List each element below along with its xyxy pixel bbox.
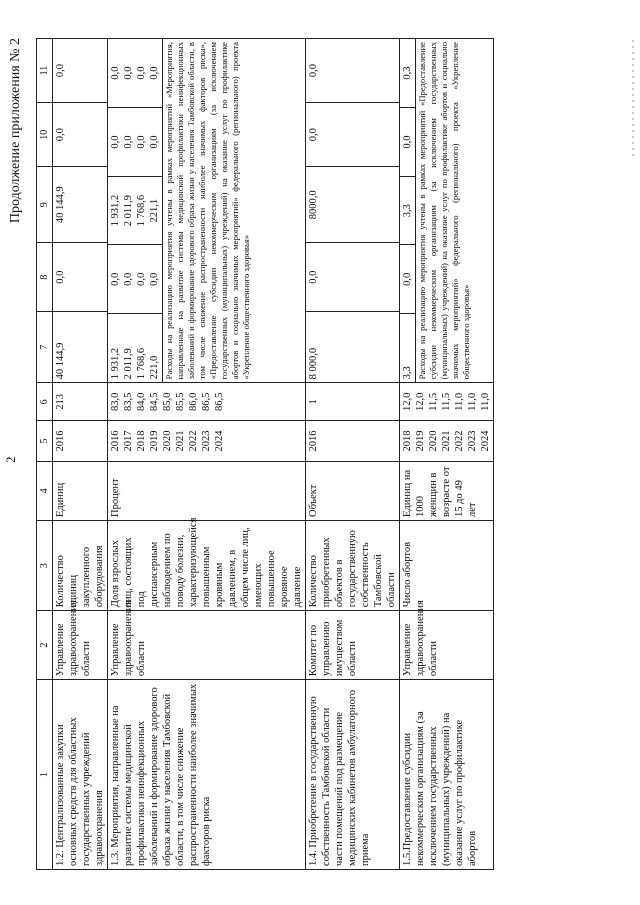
finance-c7	[400, 314, 416, 383]
years-line: 2022	[188, 430, 199, 452]
finance-c9-line: 3,3	[402, 204, 413, 218]
col-header: 8	[37, 243, 53, 312]
finance-c7	[53, 312, 108, 383]
finance-c10	[53, 103, 108, 167]
measure-name: 1.4. Приобретение в государственную собственность Тамбовской области части помещений под размещение медицинских кабинетов амбулаторного приема	[306, 680, 400, 870]
financing-note: Расходы на реализацию мероприятия учтены в рамках мероприятий «Предоставление субсидии некоммерческим организациям (за исключением государственных (муниципальных) учреждений) на оказание услуг по профилактике абортов и социально значимых мероприятий» федерального (регионального) проекта «Укрепление общественного здоровья»	[417, 42, 471, 380]
years-line: 2024	[480, 430, 491, 452]
finance-c11-line: 0,0	[110, 66, 121, 80]
finance-c9	[53, 167, 108, 243]
finance-c10	[306, 103, 400, 167]
years	[306, 421, 400, 461]
page-number: 2	[3, 456, 18, 463]
finance-c9-line: 1 768,6	[136, 194, 147, 227]
col-header: 3	[37, 521, 53, 611]
unit: Единиц	[53, 461, 108, 520]
indicator: Число абортов	[400, 521, 494, 611]
col-header: 11	[37, 39, 53, 103]
finance-c10	[400, 108, 416, 177]
finance-c7-line: 3,3	[402, 366, 413, 380]
years-line: 2016	[110, 430, 121, 452]
finance-c9	[400, 176, 416, 245]
col-header: 10	[37, 103, 53, 167]
finance-c7-line: 1 931,2	[110, 347, 121, 380]
finance-c9	[306, 167, 400, 243]
col-header: 7	[37, 312, 53, 383]
years-line: 2020	[162, 430, 173, 452]
finance-c9-line: 1 931,2	[110, 194, 121, 227]
years-line: 2018	[136, 430, 147, 452]
finance-c10-line: 0,0	[123, 135, 134, 149]
indicator-values-line: 11,5	[428, 392, 439, 411]
finance-c7-line: 2 011,9	[123, 348, 134, 380]
finance-c7-line: 1 768,6	[136, 347, 147, 380]
finance-c11-line: 0,0	[55, 64, 66, 78]
years-line: 2019	[415, 430, 426, 452]
col-header: 9	[37, 167, 53, 243]
financing-block	[400, 39, 494, 383]
indicator-values-line: 213	[55, 393, 66, 410]
measure-name: 1.5.Предоставление субсидии некоммерческим организациям (за исключением государственных (муниципальных) учреждений) на оказание услуг по профилактике абортов	[400, 680, 494, 870]
finance-c9	[108, 176, 163, 245]
finance-c7-line: 8 000,0	[308, 347, 319, 380]
finance-c10-line: 0,0	[55, 128, 66, 142]
years-line: 2021	[175, 430, 186, 452]
finance-c9-line: 40 144,9	[55, 186, 66, 224]
years	[400, 421, 494, 461]
finance-c8	[53, 243, 108, 312]
finance-c9-line: 2 011,9	[123, 195, 134, 227]
indicator-values-line: 12,0	[402, 392, 413, 411]
finance-c8	[400, 245, 416, 314]
indicator-values-line: 11,5	[441, 392, 452, 411]
indicator: Доля взрослых лиц, состоящих под диспансерным наблюдением по поводу болезни, характеризующейся повышенным кровяным давлением, в общем числе лиц, имеющих повышенное кровяное давление	[108, 521, 306, 611]
continuation-title: Продолжение приложения № 2	[8, 38, 23, 224]
indicator-values	[53, 383, 108, 421]
years	[108, 421, 306, 461]
finance-c7-line: 40 144,9	[55, 342, 66, 380]
executor: Управление здравоохранения области	[108, 611, 306, 680]
finance-c10	[108, 108, 163, 177]
indicator-values	[108, 383, 306, 421]
years-line: 2017	[123, 430, 134, 452]
col-header: 5	[37, 421, 53, 461]
finance-c10-line: 0,0	[402, 135, 413, 149]
table-row	[400, 39, 494, 870]
header-row	[37, 39, 53, 870]
executor: Комитет по управлению имуществом области	[306, 611, 400, 680]
indicator: Количество единиц закупленного оборудования	[53, 521, 108, 611]
finance-c10-line: 0,0	[110, 135, 121, 149]
indicator: Количество приобретенных объектов в государственную собственность Тамбовской области	[306, 521, 400, 611]
finance-c8-line: 0,0	[110, 272, 121, 286]
finance-c7-line: 221,0	[149, 355, 160, 380]
years-line: 2020	[428, 430, 439, 452]
program-table	[36, 38, 494, 870]
finance-c11-line: 0,0	[123, 66, 134, 80]
finance-c7	[108, 314, 163, 383]
finance-c8-line: 0,0	[55, 270, 66, 284]
indicator-values-line: 85,0	[162, 392, 173, 411]
col-header: 6	[37, 383, 53, 421]
indicator-values-line: 86,0	[188, 392, 199, 411]
finance-c9-line: 8000,0	[308, 190, 319, 220]
indicator-values-line: 11,0	[454, 392, 465, 411]
finance-c8-line: 0,0	[123, 272, 134, 286]
measure-name: 1.3. Мероприятия, направленные на развитие системы медицинской профилактики неинфекционных заболеваний и формирование здорового образа жизни у населения Тамбовской области, в том числе снижение распространенности наиболее значимых факторов риска	[108, 680, 306, 870]
rotated-content	[0, 20, 640, 880]
executor: Управление здравоохранения области	[53, 611, 108, 680]
indicator-values-line: 86,5	[214, 392, 225, 411]
indicator-values-line: 84,5	[149, 392, 160, 411]
finance-c11-line: 0,3	[402, 66, 413, 80]
executor: Управление здравоохранения области	[400, 611, 494, 680]
indicator-values-line: 12,0	[415, 392, 426, 411]
unit: Объект	[306, 461, 400, 520]
finance-c10-line: 0,0	[308, 128, 319, 142]
finance-c7	[306, 312, 400, 383]
col-header: 1	[37, 680, 53, 870]
col-header: 4	[37, 461, 53, 520]
years-line: 2019	[149, 430, 160, 452]
years-line: 2023	[201, 430, 212, 452]
finance-c11-line: 0,0	[136, 66, 147, 80]
indicator-values-line: 86,5	[201, 392, 212, 411]
scan-edge-artifact	[632, 40, 634, 160]
years-line: 2018	[402, 430, 413, 452]
indicator-values-line: 1	[308, 399, 319, 405]
finance-c11-line: 0,0	[308, 64, 319, 78]
finance-c11	[53, 39, 108, 103]
col-header: 2	[37, 611, 53, 680]
years-line: 2022	[454, 430, 465, 452]
years-line: 2024	[214, 430, 225, 452]
finance-c11	[306, 39, 400, 103]
finance-c8-line: 0,0	[402, 272, 413, 286]
finance-c11	[108, 39, 163, 108]
finance-c8	[306, 243, 400, 312]
financing-block	[108, 39, 306, 383]
finance-c10-line: 0,0	[136, 135, 147, 149]
indicator-values-line: 84,0	[136, 392, 147, 411]
table-row	[108, 39, 306, 870]
finance-c8	[108, 245, 163, 314]
indicator-values-line: 11,0	[480, 392, 491, 411]
finance-c8-line: 0,0	[308, 270, 319, 284]
indicator-values-line: 85,5	[175, 392, 186, 411]
years-line: 2023	[467, 430, 478, 452]
indicator-values-line: 11,0	[467, 392, 478, 411]
measure-name: 1.2. Централизованные закупки основных средств для областных государственных учреждений здравоохранения	[53, 680, 108, 870]
indicator-values	[306, 383, 400, 421]
years-line: 2021	[441, 430, 452, 452]
financing-note: Расходы на реализацию мероприятия учтены в рамках мероприятий «Мероприятия, направленные на развитие системы медицинской профилактики неинфекционных заболеваний и формирование здорового образа жизни у населения Тамбовской области, в том числе снижение распространенности наиболее значимых факторов риска», «Предоставление субсидии некоммерческим организациям (за исключением государственных (муниципальных) учреждений) на оказание услуг по профилактике абортов и социально значимых мероприятий» федерального (регионального) проекта «Укрепление общественного здоровья»	[164, 42, 251, 380]
table-row	[53, 39, 108, 870]
finance-c8-line: 0,0	[136, 272, 147, 286]
finance-c8-line: 0,0	[149, 272, 160, 286]
indicator-values-line: 83,5	[123, 392, 134, 411]
indicator-values-line: 83,0	[110, 392, 121, 411]
unit: Единиц на 1000 женщин в возрасте от 15 до 49 лет	[400, 461, 494, 520]
finance-c10-line: 0,0	[149, 135, 160, 149]
years	[53, 421, 108, 461]
unit: Процент	[108, 461, 306, 520]
finance-c11	[400, 39, 416, 108]
finance-c9-line: 221,1	[149, 198, 160, 223]
years-line: 2016	[308, 430, 319, 452]
indicator-values	[400, 383, 494, 421]
table-row	[306, 39, 400, 870]
years-line: 2016	[55, 430, 66, 452]
finance-c11-line: 0,0	[149, 66, 160, 80]
